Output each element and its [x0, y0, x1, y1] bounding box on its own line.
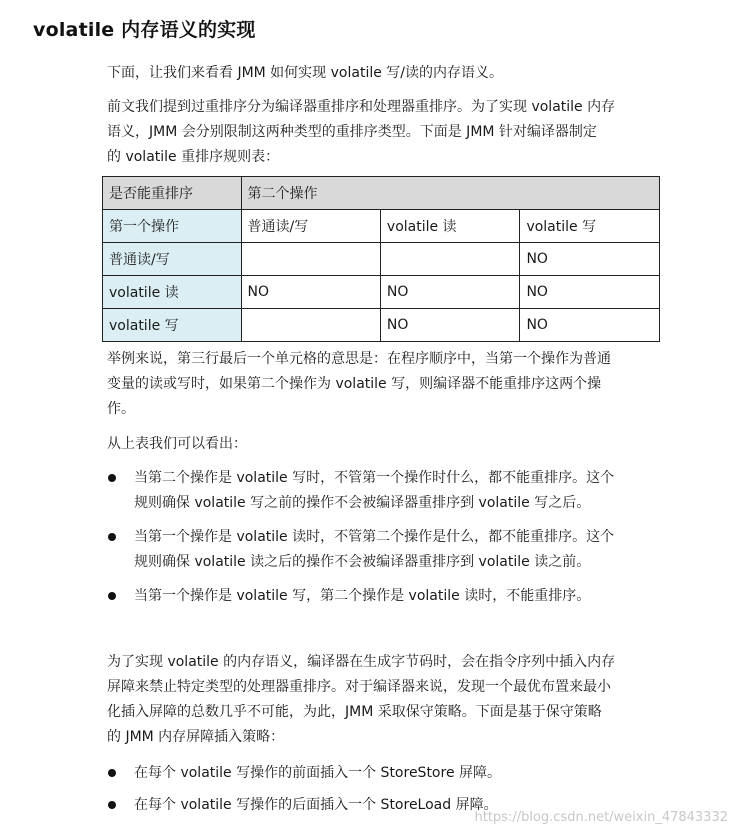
table-cell: NO [520, 309, 660, 342]
watermark: https://blog.csdn.net/weixin_47843332 [474, 810, 728, 825]
bullet-icon [108, 801, 116, 809]
list-item [107, 525, 667, 575]
first-operation-header: 第一个操作 [103, 210, 242, 243]
table-row [103, 243, 660, 276]
column-header: volatile 写 [520, 210, 660, 243]
table-row [103, 276, 660, 309]
paragraph-compiler-reorder [107, 95, 655, 170]
list-item-line: 当第二个操作是 volatile 写时，不管第一个操作时什么，都不能重排序。这个 [134, 470, 615, 486]
paragraph-line: 为了实现 volatile 的内存语义，编译器在生成字节码时，会在指令序列中插入内存 [107, 654, 616, 670]
list-item-line: 当第一个操作是 volatile 读时，不管第二个操作是什么，都不能重排序。这个 [134, 529, 615, 545]
paragraph-line: 的 JMM 内存屏障插入策略： [107, 729, 285, 745]
column-header: volatile 读 [380, 210, 520, 243]
table-header-row [103, 177, 660, 210]
bullet-icon [108, 592, 116, 600]
list-item-line: 在每个 volatile 写操作的后面插入一个 StoreLoad 屏障。 [134, 797, 498, 813]
paragraph-barrier-strategy [107, 650, 655, 750]
row-header: 普通读/写 [103, 243, 242, 276]
paragraph-line: 作。 [107, 401, 135, 417]
intro-text: 下面，让我们来看看 JMM 如何实现 volatile 写/读的内存语义。 [107, 65, 504, 81]
table-cell [241, 243, 380, 276]
table-row [103, 309, 660, 342]
paragraph-line: 语义，JMM 会分别限制这两种类型的重排序类型。下面是 JMM 针对编译器制定 [107, 124, 597, 140]
paragraph-example [107, 347, 655, 422]
table-cell: NO [380, 309, 520, 342]
table-cell [241, 309, 380, 342]
bullet-icon [108, 533, 116, 541]
paragraph-line: 的 volatile 重排序规则表： [107, 149, 280, 165]
conclusion-list [107, 466, 667, 609]
paragraph-line: 举例来说，第三行最后一个单元格的意思是：在程序顺序中，当第一个操作为普通 [107, 351, 611, 367]
bullet-icon [108, 474, 116, 482]
paragraph-line: 前文我们提到过重排序分为编译器重排序和处理器重排序。为了实现 volatile 内存 [107, 99, 616, 115]
paragraph-line: 化插入屏障的总数几乎不可能，为此，JMM 采取保守策略。下面是基于保守策略 [107, 704, 602, 720]
table-corner-cell: 是否能重排序 [103, 177, 242, 210]
list-item-line: 规则确保 volatile 读之后的操作不会被编译器重排序到 volatile 读之前。 [134, 554, 591, 570]
paragraph-line: 屏障来禁止特定类型的处理器重排序。对于编译器来说，发现一个最优布置来最小 [107, 679, 611, 695]
list-item [107, 584, 667, 609]
list-item-line: 规则确保 volatile 写之前的操作不会被编译器重排序到 volatile 写之后。 [134, 495, 591, 511]
table-cell: NO [380, 276, 520, 309]
list-item [107, 466, 667, 516]
list-item [107, 761, 667, 786]
table-cell [380, 243, 520, 276]
paragraph-line: 从上表我们可以看出： [107, 436, 247, 452]
paragraph-conclusion-intro [107, 432, 655, 457]
reorder-rules-table [102, 176, 660, 342]
table-cell: NO [520, 243, 660, 276]
table-cell: NO [520, 276, 660, 309]
list-item-line: 当第一个操作是 volatile 写，第二个操作是 volatile 读时，不能重排序。 [134, 588, 591, 604]
bullet-icon [108, 769, 116, 777]
list-item-line: 在每个 volatile 写操作的前面插入一个 StoreStore 屏障。 [134, 765, 502, 781]
paragraph-line: 变量的读或写时，如果第二个操作为 volatile 写，则编译器不能重排序这两个操 [107, 376, 602, 392]
intro-paragraph [107, 61, 655, 86]
row-header: volatile 读 [103, 276, 242, 309]
table-cell: NO [241, 276, 380, 309]
second-operation-header: 第二个操作 [241, 177, 659, 210]
column-header: 普通读/写 [241, 210, 380, 243]
table-subheader-row [103, 210, 660, 243]
row-header: volatile 写 [103, 309, 242, 342]
section-title: volatile 内存语义的实现 [33, 19, 256, 41]
